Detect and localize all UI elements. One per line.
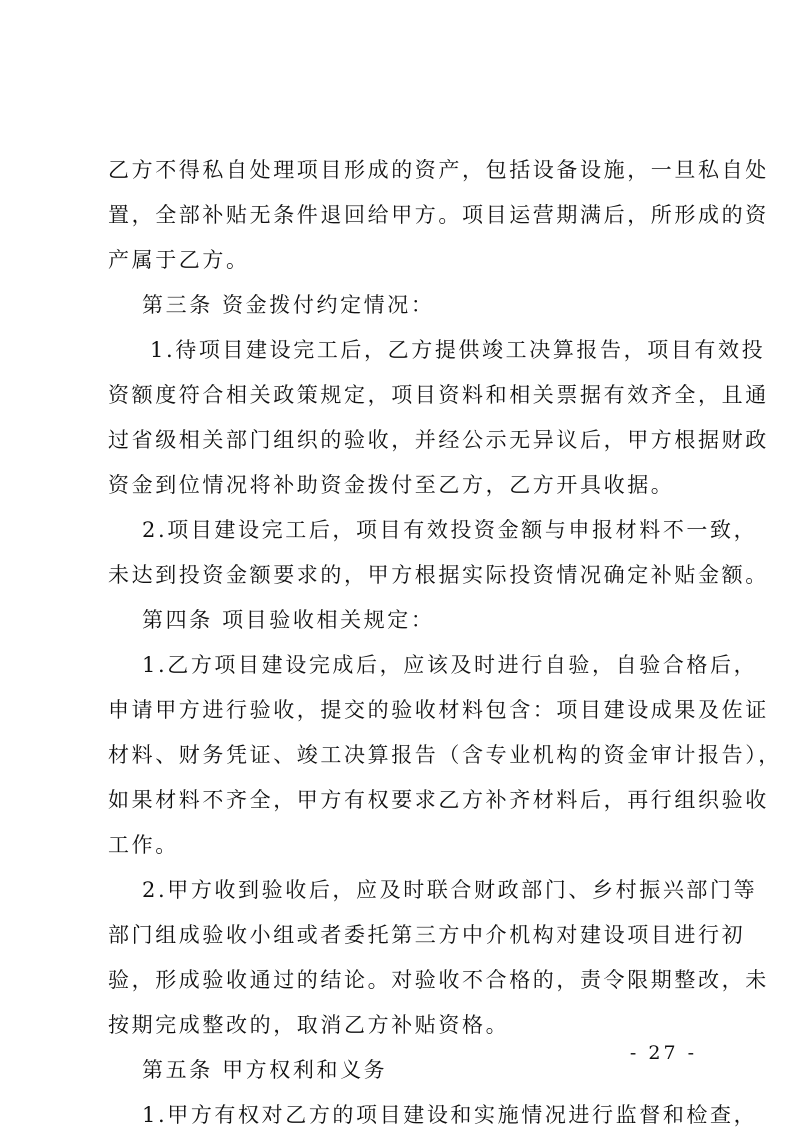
text-line: 产属于乙方。 bbox=[108, 248, 250, 272]
text-line: 材料、财务凭证、竣工决算报告（含专业机构的资金审计报告）， bbox=[108, 743, 782, 767]
text-line: 资额度符合相关政策规定，项目资料和相关票据有效齐全，且通 bbox=[108, 383, 769, 407]
section-heading-article-3: 第三条 资金拨付约定情况： bbox=[142, 293, 435, 317]
text-line: 1.乙方项目建设完成后，应该及时进行自验，自验合格后， bbox=[142, 653, 758, 677]
text-line: 1.甲方有权对乙方的项目建设和实施情况进行监督和检查， bbox=[142, 1103, 758, 1127]
text-line: 乙方不得私自处理项目形成的资产，包括设备设施，一旦私自处 bbox=[108, 158, 769, 182]
text-line: 如果材料不齐全，甲方有权要求乙方补齐材料后，再行组织验收 bbox=[108, 788, 769, 812]
page-number: - 27 - bbox=[629, 1042, 697, 1064]
section-heading-article-5: 第五条 甲方权利和义务 bbox=[142, 1058, 388, 1082]
text-line: 工作。 bbox=[108, 833, 179, 857]
text-line: 过省级相关部门组织的验收，并经公示无异议后，甲方根据财政 bbox=[108, 428, 769, 452]
text-line: 申请甲方进行验收，提交的验收材料包含：项目建设成果及佐证 bbox=[108, 698, 769, 722]
text-line: 2.项目建设完工后，项目有效投资金额与申报材料不一致， bbox=[142, 518, 758, 542]
text-line: 2.甲方收到验收后，应及时联合财政部门、乡村振兴部门等 bbox=[142, 878, 758, 902]
text-line: 置，全部补贴无条件退回给甲方。项目运营期满后，所形成的资 bbox=[108, 203, 769, 227]
text-line: 1.待项目建设完工后，乙方提供竣工决算报告，项目有效投 bbox=[150, 338, 766, 362]
text-line: 验，形成验收通过的结论。对验收不合格的，责令限期整改，未 bbox=[108, 968, 769, 992]
text-line: 资金到位情况将补助资金拨付至乙方，乙方开具收据。 bbox=[108, 473, 675, 497]
text-line: 按期完成整改的，取消乙方补贴资格。 bbox=[108, 1013, 510, 1037]
section-heading-article-4: 第四条 项目验收相关规定： bbox=[142, 608, 435, 632]
text-line: 未达到投资金额要求的，甲方根据实际投资情况确定补贴金额。 bbox=[108, 563, 769, 587]
document-body bbox=[108, 148, 782, 1138]
text-line: 部门组成验收小组或者委托第三方中介机构对建设项目进行初 bbox=[108, 923, 746, 947]
